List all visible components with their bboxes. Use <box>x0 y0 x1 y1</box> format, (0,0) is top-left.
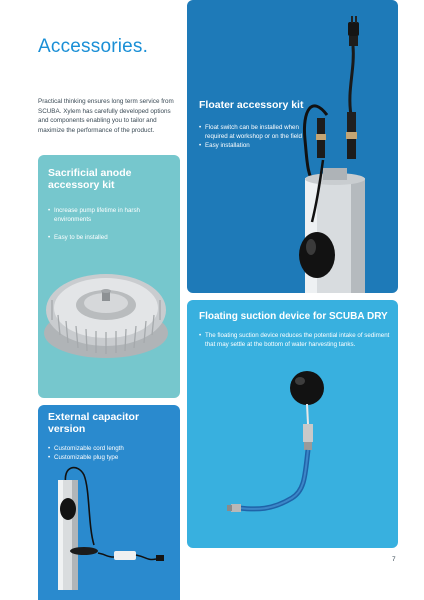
capacitor-bullet: • Customizable cord length <box>48 445 173 454</box>
floating-suction-bullet: • The floating suction device reduces the potential intake of sediment that may settle at the bottom of water harvesting tanks. <box>199 332 391 350</box>
floating-suction-title: Floating suction device for SCUBA DRY <box>199 311 388 322</box>
floater-kit-card <box>187 0 398 293</box>
anode-kit-card <box>38 155 180 398</box>
page-number: 7 <box>392 556 396 563</box>
floater-kit-title: Floater accessory kit <box>199 99 304 111</box>
floating-suction-card <box>187 300 398 548</box>
capacitor-card <box>38 405 180 600</box>
capacitor-title: External capacitor version <box>48 411 140 435</box>
intro-paragraph: Practical thinking ensures long term service from SCUBA. Xylem has carefully developed options and components enabling you to tailor and maximize the performance of the product. <box>38 98 174 134</box>
capacitor-image <box>38 405 180 600</box>
anode-kit-image <box>38 155 180 398</box>
floater-kit-bullet: • Float switch can be installed when required at workshop or on the field <box>199 124 304 142</box>
anode-kit-title: Sacrificial anode accessory kit <box>48 167 132 191</box>
page-title: Accessories. <box>38 36 149 57</box>
floating-suction-image <box>187 300 398 548</box>
floater-kit-bullet: • Easy installation <box>199 142 304 151</box>
capacitor-bullet: • Customizable plug type <box>48 454 173 463</box>
anode-kit-bullet: • Increase pump lifetime in harsh environments <box>48 207 173 225</box>
anode-kit-bullet: • Easy to be installed <box>48 234 173 243</box>
